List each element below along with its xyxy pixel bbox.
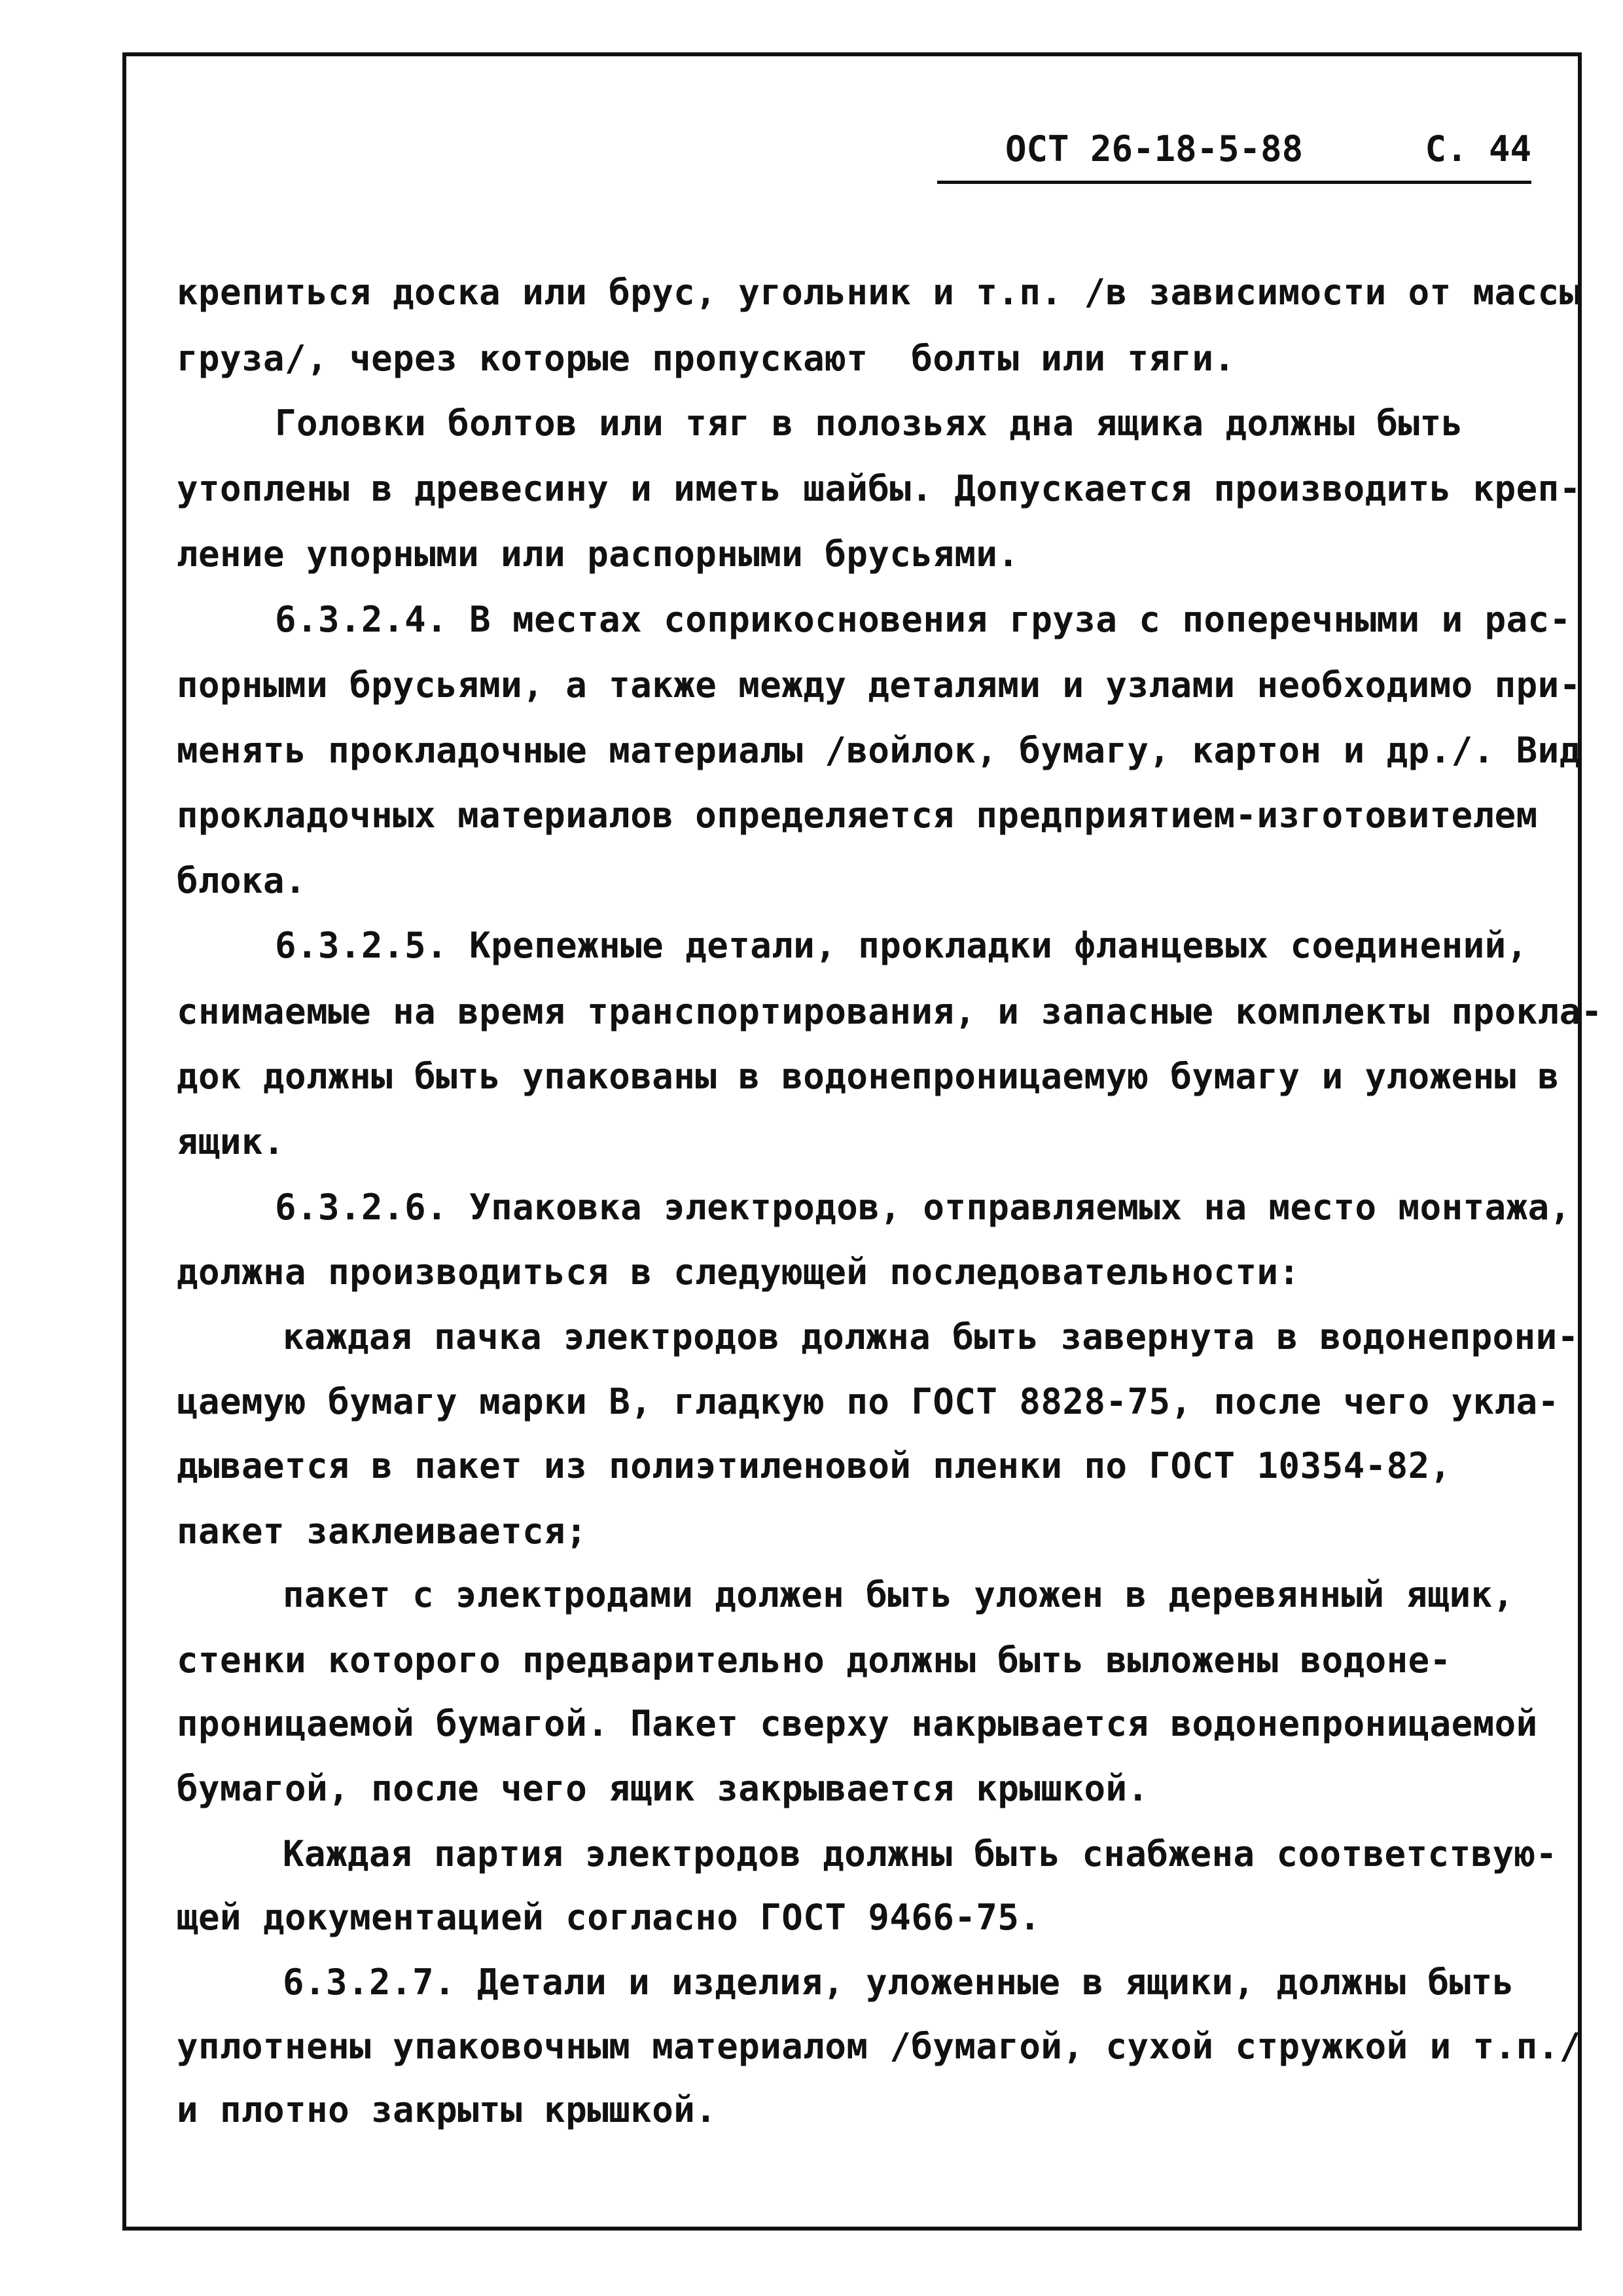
text-line: 6.3.2.7. Детали и изделия, уложенные в ящики, должны быть <box>283 1962 1514 2003</box>
text-line: щей документацией согласно ГОСТ 9466-75. <box>177 1897 1041 1938</box>
text-line: 6.3.2.6. Упаковка электродов, отправляемых на место монтажа, <box>275 1187 1571 1228</box>
text-line: проницаемой бумагой. Пакет сверху накрывается водонепроницаемой <box>177 1703 1538 1744</box>
page-number: С. 44 <box>1425 128 1531 170</box>
text-line: бумагой, после чего ящик закрывается крышкой. <box>177 1768 1149 1809</box>
text-line: пакет заклеивается; <box>177 1511 588 1552</box>
text-line: ление упорными или распорными брусьями. <box>177 533 1020 575</box>
text-line: 6.3.2.5. Крепежные детали, прокладки фланцевых соединений, <box>275 925 1528 966</box>
text-line: блока. <box>177 860 307 901</box>
page-header <box>937 122 1531 184</box>
text-line: дывается в пакет из полиэтиленовой пленки по ГОСТ 10354-82, <box>177 1445 1452 1486</box>
text-line: стенки которого предварительно должны быть выложены водоне- <box>177 1640 1452 1681</box>
text-line: Каждая партия электродов должны быть снабжена соответствую- <box>283 1833 1558 1874</box>
text-line: порными брусьями, а также между деталями и узлами необходимо при- <box>177 664 1581 706</box>
text-line: утоплены в древесину и иметь шайбы. Допускается производить креп- <box>177 468 1581 509</box>
text-line: прокладочных материалов определяется предприятием-изготовителем <box>177 795 1538 836</box>
text-line: менять прокладочные материалы /войлок, бумагу, картон и др./. Вид <box>177 730 1581 771</box>
text-line: должна производиться в следующей последовательности: <box>177 1251 1300 1293</box>
text-line: груза/, через которые пропускают болты или тяги. <box>177 338 1236 379</box>
text-line: 6.3.2.4. В местах соприкосновения груза с поперечными и рас- <box>275 599 1571 640</box>
text-line: ящик. <box>177 1121 285 1162</box>
text-line: каждая пачка электродов должна быть завернута в водонепрони- <box>283 1316 1579 1357</box>
text-line: цаемую бумагу марки В, гладкую по ГОСТ 8828-75, после чего укла- <box>177 1381 1560 1422</box>
text-line: уплотнены упаковочным материалом /бумагой, сухой стружкой и т.п./ <box>177 2026 1581 2067</box>
text-line: снимаемые на время транспортирования, и запасные комплекты прокла- <box>177 991 1603 1032</box>
text-line: крепиться доска или брус, угольник и т.п. /в зависимости от массы <box>177 272 1581 313</box>
text-line: Головки болтов или тяг в полозьях дна ящика должны быть <box>275 403 1463 444</box>
document-code: ОСТ 26-18-5-88 <box>1005 128 1304 170</box>
text-line: пакет с электродами должен быть уложен в деревянный ящик, <box>283 1574 1514 1615</box>
text-line: и плотно закрыты крышкой. <box>177 2089 717 2130</box>
text-line: док должны быть упакованы в водонепроницаемую бумагу и уложены в <box>177 1056 1560 1097</box>
